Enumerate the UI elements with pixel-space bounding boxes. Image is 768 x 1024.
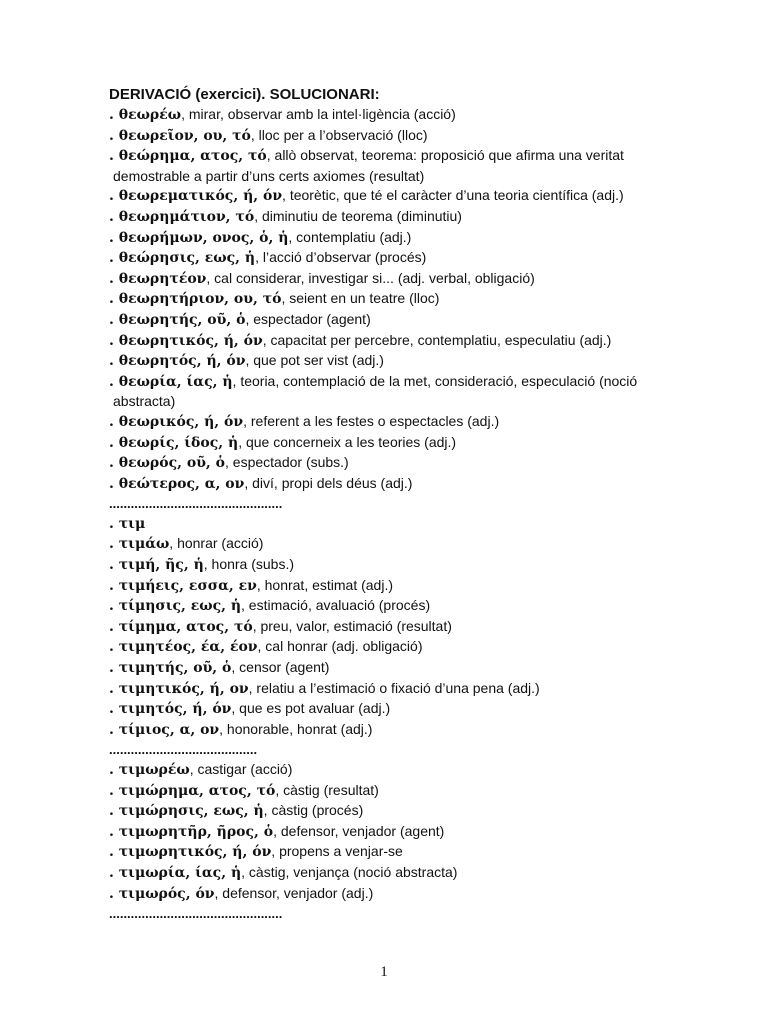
greek-term: τίμιος, α, ον [118, 721, 220, 738]
definition-text: , càstig (resultat) [275, 781, 379, 798]
bullet-dot: . [109, 127, 119, 144]
greek-term: τιμώρημα, ατος, τό [118, 782, 276, 799]
document-title: DERIVACIÓ (exercici). SOLUCIONARI: [109, 86, 380, 103]
definition-text: , que es pot avaluar (adj.) [231, 700, 391, 717]
page-number: 1 [380, 964, 388, 980]
bullet-dot: . [109, 680, 119, 697]
definition-text: , que concerneix a les teories (adj.) [238, 433, 457, 450]
greek-term: τιμητέος, έα, έον [118, 639, 258, 656]
bullet-dot: . [109, 598, 119, 615]
definition-text: , teorètic, que té el caràcter d’una teoria científica (adj.) [282, 187, 624, 204]
definition-text: , contemplatiu (adj.) [288, 228, 412, 245]
bullet-dot: . [109, 311, 119, 328]
entry-line [109, 453, 669, 474]
definition-text: , mirar, observar amb la intel·ligència (acció) [181, 106, 456, 122]
definition-text: , honorable, honrat (adj.) [219, 720, 373, 737]
bullet-dot: . [109, 208, 119, 225]
entry-line [109, 126, 669, 147]
bullet-dot: . [109, 434, 119, 451]
definition-text: , preu, valor, estimació (resultat) [252, 617, 452, 634]
greek-term: θεωρός, οῦ, ὁ [118, 455, 225, 472]
bullet-dot: . [109, 270, 119, 287]
greek-term: τιμώρησις, εως, ἡ [118, 803, 264, 820]
entry-line [109, 351, 669, 372]
definition-text: , defensor, venjador (adj.) [214, 884, 374, 901]
entry-line [109, 289, 669, 310]
definition-text: , honra (subs.) [203, 556, 295, 573]
definition-text: , càstig, venjança (noció abstracta) [241, 863, 458, 880]
greek-term: θεωρεματικός, ή, όν [118, 188, 283, 205]
bullet-dot: . [109, 373, 119, 390]
bullet-dot: . [109, 803, 119, 820]
entry-line [109, 310, 669, 331]
entry-line [109, 617, 669, 638]
entry-line [109, 269, 669, 290]
bullet-dot: . [109, 536, 119, 553]
greek-term: τιμ [118, 515, 146, 532]
greek-term: τιμητικός, ή, ον [118, 680, 249, 697]
definition-text: , estimació, avaluació (procés) [241, 597, 431, 614]
greek-term: τιμή, ῆς, ἡ [118, 557, 204, 574]
greek-term: θεωρίς, ίδος, ἡ [118, 434, 239, 451]
greek-term: θεωρέω [118, 107, 182, 123]
definition-text: , castigar (acció) [189, 761, 293, 777]
definition-continuation: abstracta) [113, 393, 176, 410]
bullet-dot: . [109, 721, 119, 738]
bullet-dot: . [109, 864, 119, 881]
greek-term: τιμωρία, ίας, ἡ [118, 864, 242, 881]
greek-term: θεωρεῖον, ου, τό [118, 127, 251, 144]
entry-line [109, 637, 669, 658]
entry-line [109, 822, 669, 843]
entry-line [109, 207, 669, 228]
bullet-dot: . [109, 250, 119, 267]
bullet-dot: . [109, 291, 119, 308]
bullet-dot: . [109, 782, 119, 799]
definition-text: , honrat, estimat (adj.) [256, 576, 394, 593]
definition-text: , censor (agent) [231, 659, 330, 676]
entry-line [109, 699, 669, 720]
entry-line [109, 534, 669, 555]
greek-term: τιμητής, οῦ, ὁ [118, 660, 232, 677]
greek-term: τιμωρέω [118, 762, 190, 778]
greek-term: τίμησις, εως, ἡ [118, 598, 242, 615]
bullet-dot: . [109, 577, 119, 594]
definition-text: , cal considerar, investigar si... (adj. verbal, obligació) [206, 269, 535, 286]
bullet-dot: . [109, 823, 119, 840]
bullet-dot: . [109, 455, 119, 472]
greek-term: θεωρημάτιον, τό [118, 208, 255, 225]
bullet-dot: . [109, 188, 119, 205]
separator-line: ......................................... [109, 742, 258, 758]
entry-line [109, 514, 669, 535]
greek-term: θεωρικός, ή, όν [118, 413, 244, 430]
greek-term: θεωρητικός, ή, όν [118, 332, 263, 349]
entry-line [109, 801, 669, 822]
entry-line [109, 863, 669, 884]
bullet-dot: . [109, 885, 119, 902]
bullet-dot: . [109, 515, 119, 532]
bullet-dot: . [109, 701, 119, 718]
greek-term: θεωρητήριον, ου, τό [118, 291, 282, 308]
definition-continuation: demostrable a partir d’uns certs axiomes (resultat) [113, 167, 425, 184]
definition-text: , espectador (subs.) [225, 454, 349, 471]
definition-text: , allò observat, teorema: proposició que afirma una veritat [266, 147, 624, 164]
entry-line [109, 248, 669, 269]
bullet-dot: . [109, 332, 119, 349]
separator-line: ................................................ [109, 496, 283, 512]
entry-line [109, 186, 669, 207]
entry-line [109, 105, 669, 126]
bullet-dot: . [109, 844, 119, 861]
bullet-dot: . [109, 639, 119, 656]
definition-text: , referent a les festes o espectacles (adj.) [243, 412, 500, 429]
greek-term: τιμήεις, εσσα, εν [118, 577, 257, 594]
greek-term: τιμωρός, όν [118, 885, 215, 902]
bullet-dot: . [109, 413, 119, 430]
definition-text: , l’acció d’observar (procés) [255, 249, 427, 266]
definition-text: , que pot ser vist (adj.) [245, 352, 384, 369]
entry-line [109, 576, 669, 597]
greek-term: θεώρημα, ατος, τό [118, 148, 267, 165]
bullet-dot: . [109, 148, 119, 165]
entry-line [109, 596, 669, 617]
definition-text: , seient en un teatre (lloc) [281, 290, 440, 307]
definition-text: , diví, propi dels déus (adj.) [244, 474, 413, 491]
entry-line [109, 474, 669, 495]
definition-text: , teoria, contemplació de la met, consideració, especulació (noció [232, 372, 638, 389]
document-body [109, 85, 669, 924]
entry-line [109, 884, 669, 905]
greek-term: τίμημα, ατος, τό [118, 618, 253, 635]
entry-line [109, 228, 669, 249]
bullet-dot: . [109, 660, 119, 677]
entry-line [109, 146, 669, 167]
definition-text: , propens a venjar-se [271, 843, 403, 860]
greek-term: θεώρησις, εως, ἡ [118, 250, 256, 267]
greek-term: θεωρητής, οῦ, ὁ [118, 311, 246, 328]
entry-line [109, 720, 669, 741]
greek-term: θεωρητός, ή, όν [118, 353, 246, 370]
entry-list [109, 105, 669, 924]
definition-text: , càstig (procés) [263, 802, 364, 819]
entry-line [109, 433, 669, 454]
bullet-dot: . [109, 557, 119, 574]
entry-line [109, 331, 669, 352]
definition-text: , defensor, venjador (agent) [273, 822, 445, 839]
entry-line [109, 679, 669, 700]
entry-line [109, 781, 669, 802]
definition-text: , capacitat per percebre, contemplatiu, especulatiu (adj.) [262, 331, 612, 348]
greek-term: θεώτερος, α, ον [118, 475, 245, 492]
entry-line [109, 658, 669, 679]
definition-text: , relatiu a l’estimació o fixació d’una pena (adj.) [248, 679, 540, 696]
definition-text: , diminutiu de teorema (diminutiu) [254, 207, 462, 224]
greek-term: θεωρητέον [118, 270, 207, 287]
entry-line [109, 842, 669, 863]
bullet-dot: . [109, 475, 119, 492]
greek-term: τιμωρητῆρ, ῆρος, ὁ [118, 823, 274, 840]
entry-line [109, 372, 669, 393]
greek-term: τιμωρητικός, ή, όν [118, 844, 272, 861]
definition-text: , honrar (acció) [169, 535, 264, 552]
greek-term: τιμητός, ή, όν [118, 701, 232, 718]
greek-term: θεωρία, ίας, ἡ [118, 373, 233, 390]
greek-term: τιμάω [118, 536, 170, 553]
definition-text: , cal honrar (adj. obligació) [257, 638, 423, 655]
definition-text: , espectador (agent) [245, 310, 371, 327]
definition-text: , lloc per a l’observació (lloc) [250, 126, 428, 143]
bullet-dot: . [109, 229, 119, 246]
greek-term: θεωρήμων, ονος, ὁ, ἡ [118, 229, 289, 246]
bullet-dot: . [109, 618, 119, 635]
bullet-dot: . [109, 353, 119, 370]
entry-line [109, 555, 669, 576]
entry-line [109, 412, 669, 433]
bullet-dot: . [109, 107, 119, 123]
bullet-dot: . [109, 762, 119, 778]
separator-line: ................................................ [109, 906, 283, 922]
entry-line [109, 760, 669, 781]
